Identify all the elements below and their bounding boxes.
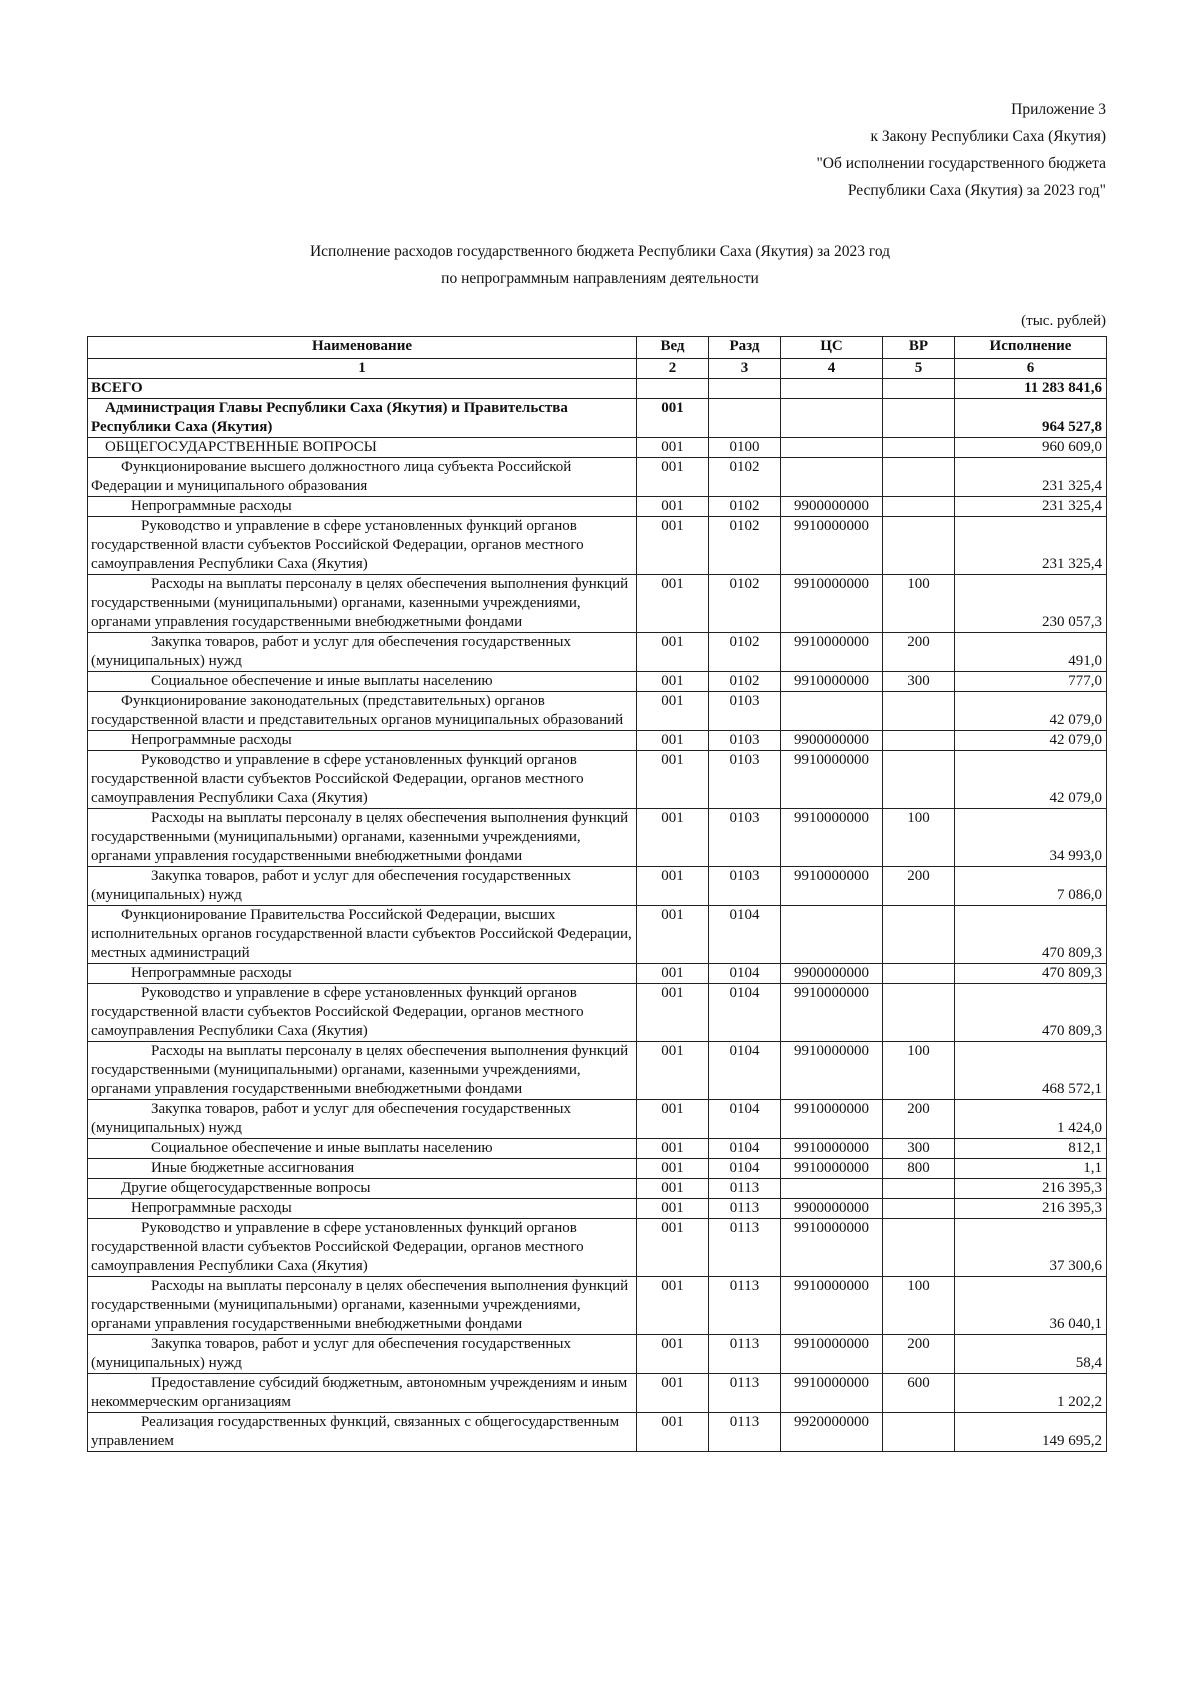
row-name-cell: ВСЕГО: [88, 379, 637, 399]
row-amount-cell: 470 809,3: [955, 984, 1107, 1042]
row-ved-cell: 001: [637, 1413, 709, 1452]
row-razd-cell: 0113: [709, 1219, 781, 1277]
row-name-cell: Руководство и управление в сфере установленных функций органов государственной власти субъектов Российской Федерации, органов местного самоуправления Республики Саха (Якутия): [88, 1219, 637, 1277]
row-vr-cell: [883, 964, 955, 984]
table-row: [88, 438, 1107, 458]
row-amount-cell: 1 424,0: [955, 1100, 1107, 1139]
row-name-cell: Функционирование высшего должностного лица субъекта Российской Федерации и муниципального образования: [88, 458, 637, 497]
row-cs-cell: 9910000000: [781, 1335, 883, 1374]
appendix-line: к Закону Республики Саха (Якутия): [870, 128, 1106, 145]
row-name-cell: Руководство и управление в сфере установленных функций органов государственной власти субъектов Российской Федерации, органов местного самоуправления Республики Саха (Якутия): [88, 984, 637, 1042]
row-name-cell: Расходы на выплаты персоналу в целях обеспечения выполнения функций государственными (муниципальными) органами, казенными учреждениями, органами управления государственными внебюджетными фондами: [88, 1042, 637, 1100]
table-row: [88, 1179, 1107, 1199]
row-name-cell: Социальное обеспечение и иные выплаты населению: [88, 672, 637, 692]
row-name-cell: Другие общегосударственные вопросы: [88, 1179, 637, 1199]
row-vr-cell: 100: [883, 575, 955, 633]
row-amount-cell: 42 079,0: [955, 692, 1107, 731]
row-vr-cell: 300: [883, 672, 955, 692]
table-row: [88, 575, 1107, 633]
row-cs-cell: 9910000000: [781, 633, 883, 672]
row-cs-cell: 9910000000: [781, 809, 883, 867]
row-amount-cell: 231 325,4: [955, 517, 1107, 575]
row-name-cell: Руководство и управление в сфере установленных функций органов государственной власти субъектов Российской Федерации, органов местного самоуправления Республики Саха (Якутия): [88, 751, 637, 809]
table-row: [88, 867, 1107, 906]
row-name-cell: Расходы на выплаты персоналу в целях обеспечения выполнения функций государственными (муниципальными) органами, казенными учреждениями, органами управления государственными внебюджетными фондами: [88, 809, 637, 867]
row-razd-cell: 0113: [709, 1179, 781, 1199]
row-name-cell: Социальное обеспечение и иные выплаты населению: [88, 1139, 637, 1159]
row-razd-cell: 0104: [709, 1159, 781, 1179]
row-vr-cell: [883, 1219, 955, 1277]
row-cs-cell: 9910000000: [781, 1042, 883, 1100]
appendix-line: "Об исполнении государственного бюджета: [816, 155, 1106, 172]
row-cs-cell: 9910000000: [781, 1139, 883, 1159]
row-vr-cell: [883, 1199, 955, 1219]
row-name-cell: Администрация Главы Республики Саха (Якутия) и Правительства Республики Саха (Якутия): [88, 399, 637, 438]
row-cs-cell: [781, 399, 883, 438]
row-amount-cell: 149 695,2: [955, 1413, 1107, 1452]
row-cs-cell: [781, 438, 883, 458]
row-amount-cell: 216 395,3: [955, 1199, 1107, 1219]
row-cs-cell: 9910000000: [781, 1159, 883, 1179]
row-amount-cell: 777,0: [955, 672, 1107, 692]
row-razd-cell: 0113: [709, 1277, 781, 1335]
row-ved-cell: 001: [637, 906, 709, 964]
row-razd-cell: [709, 379, 781, 399]
table-row: [88, 964, 1107, 984]
row-ved-cell: 001: [637, 1277, 709, 1335]
row-ved-cell: 001: [637, 438, 709, 458]
row-name-cell: Закупка товаров, работ и услуг для обеспечения государственных (муниципальных) нужд: [88, 1335, 637, 1374]
row-name-cell: Закупка товаров, работ и услуг для обеспечения государственных (муниципальных) нужд: [88, 867, 637, 906]
table-body: [88, 379, 1107, 1452]
row-vr-cell: [883, 906, 955, 964]
title-line: Исполнение расходов государственного бюджета Республики Саха (Якутия) за 2023 год: [309, 243, 891, 260]
row-name-cell: Реализация государственных функций, связанных с общегосударственным управлением: [88, 1413, 637, 1452]
row-amount-cell: 7 086,0: [955, 867, 1107, 906]
row-vr-cell: [883, 458, 955, 497]
row-amount-cell: 468 572,1: [955, 1042, 1107, 1100]
table-row: [88, 517, 1107, 575]
row-razd-cell: 0104: [709, 964, 781, 984]
row-name-cell: Непрограммные расходы: [88, 497, 637, 517]
table-row: [88, 1139, 1107, 1159]
row-amount-cell: 42 079,0: [955, 731, 1107, 751]
row-cs-cell: 9910000000: [781, 672, 883, 692]
row-vr-cell: [883, 1179, 955, 1199]
row-amount-cell: 960 609,0: [955, 438, 1107, 458]
row-amount-cell: 58,4: [955, 1335, 1107, 1374]
column-number: 4: [781, 359, 883, 379]
column-number: 6: [955, 359, 1107, 379]
column-header-cs: ЦС: [781, 337, 883, 359]
column-number: 1: [88, 359, 637, 379]
row-vr-cell: 800: [883, 1159, 955, 1179]
row-ved-cell: 001: [637, 1219, 709, 1277]
row-ved-cell: 001: [637, 1199, 709, 1219]
row-razd-cell: 0113: [709, 1374, 781, 1413]
row-vr-cell: [883, 751, 955, 809]
document-title: [0, 238, 1200, 292]
row-cs-cell: 9900000000: [781, 731, 883, 751]
row-cs-cell: 9910000000: [781, 517, 883, 575]
row-vr-cell: 200: [883, 633, 955, 672]
column-header-razd: Разд: [709, 337, 781, 359]
row-name-cell: Функционирование Правительства Российской Федерации, высших исполнительных органов государственной власти субъектов Российской Федерации, местных администраций: [88, 906, 637, 964]
row-ved-cell: 001: [637, 984, 709, 1042]
row-vr-cell: 100: [883, 1277, 955, 1335]
column-number: 3: [709, 359, 781, 379]
row-cs-cell: [781, 906, 883, 964]
row-cs-cell: 9910000000: [781, 575, 883, 633]
row-amount-cell: 491,0: [955, 633, 1107, 672]
row-name-cell: Непрограммные расходы: [88, 731, 637, 751]
row-cs-cell: 9910000000: [781, 1277, 883, 1335]
row-razd-cell: 0104: [709, 984, 781, 1042]
row-amount-cell: 812,1: [955, 1139, 1107, 1159]
column-header-execution: Исполнение: [955, 337, 1107, 359]
row-cs-cell: 9900000000: [781, 964, 883, 984]
row-cs-cell: 9900000000: [781, 497, 883, 517]
row-vr-cell: 100: [883, 809, 955, 867]
row-ved-cell: 001: [637, 809, 709, 867]
row-name-cell: Предоставление субсидий бюджетным, автономным учреждениям и иным некоммерческим организациям: [88, 1374, 637, 1413]
row-vr-cell: [883, 517, 955, 575]
row-razd-cell: 0102: [709, 458, 781, 497]
table-row: [88, 1335, 1107, 1374]
table-row: [88, 1277, 1107, 1335]
appendix-line: Республики Саха (Якутия) за 2023 год": [847, 182, 1106, 199]
table-row: [88, 458, 1107, 497]
column-header-vr: ВР: [883, 337, 955, 359]
row-razd-cell: 0103: [709, 731, 781, 751]
row-ved-cell: 001: [637, 517, 709, 575]
row-razd-cell: 0113: [709, 1413, 781, 1452]
row-razd-cell: 0102: [709, 672, 781, 692]
row-cs-cell: 9910000000: [781, 867, 883, 906]
table-row: [88, 1199, 1107, 1219]
row-cs-cell: 9910000000: [781, 984, 883, 1042]
row-ved-cell: [637, 379, 709, 399]
row-ved-cell: 001: [637, 867, 709, 906]
table-row: [88, 1374, 1107, 1413]
row-amount-cell: 216 395,3: [955, 1179, 1107, 1199]
row-name-cell: Закупка товаров, работ и услуг для обеспечения государственных (муниципальных) нужд: [88, 633, 637, 672]
expenditure-table: [87, 336, 1107, 1452]
row-cs-cell: 9920000000: [781, 1413, 883, 1452]
table-row: [88, 906, 1107, 964]
row-vr-cell: [883, 379, 955, 399]
table-row: [88, 399, 1107, 438]
row-name-cell: Расходы на выплаты персоналу в целях обеспечения выполнения функций государственными (муниципальными) органами, казенными учреждениями, органами управления государственными внебюджетными фондами: [88, 1277, 637, 1335]
title-line: по непрограммным направлениям деятельности: [441, 270, 759, 287]
row-amount-cell: 470 809,3: [955, 964, 1107, 984]
appendix-block: [816, 96, 1106, 204]
row-amount-cell: 470 809,3: [955, 906, 1107, 964]
row-name-cell: Непрограммные расходы: [88, 1199, 637, 1219]
row-ved-cell: 001: [637, 633, 709, 672]
row-ved-cell: 001: [637, 1335, 709, 1374]
row-vr-cell: [883, 984, 955, 1042]
row-razd-cell: 0103: [709, 692, 781, 731]
row-amount-cell: 1,1: [955, 1159, 1107, 1179]
row-razd-cell: [709, 399, 781, 438]
row-razd-cell: 0113: [709, 1199, 781, 1219]
row-cs-cell: 9910000000: [781, 1374, 883, 1413]
table-row: [88, 1100, 1107, 1139]
row-ved-cell: 001: [637, 1374, 709, 1413]
row-cs-cell: [781, 379, 883, 399]
row-razd-cell: 0104: [709, 1100, 781, 1139]
row-amount-cell: 42 079,0: [955, 751, 1107, 809]
row-vr-cell: [883, 497, 955, 517]
table-row: [88, 497, 1107, 517]
row-razd-cell: 0102: [709, 575, 781, 633]
row-name-cell: Руководство и управление в сфере установленных функций органов государственной власти субъектов Российской Федерации, органов местного самоуправления Республики Саха (Якутия): [88, 517, 637, 575]
table-row: [88, 1042, 1107, 1100]
table-row: [88, 692, 1107, 731]
table-row: [88, 672, 1107, 692]
row-vr-cell: 200: [883, 1100, 955, 1139]
row-ved-cell: 001: [637, 1100, 709, 1139]
row-name-cell: Расходы на выплаты персоналу в целях обеспечения выполнения функций государственными (муниципальными) органами, казенными учреждениями, органами управления государственными внебюджетными фондами: [88, 575, 637, 633]
row-amount-cell: 231 325,4: [955, 497, 1107, 517]
row-razd-cell: 0102: [709, 517, 781, 575]
row-amount-cell: 34 993,0: [955, 809, 1107, 867]
row-cs-cell: 9900000000: [781, 1199, 883, 1219]
table-row: [88, 731, 1107, 751]
row-cs-cell: [781, 692, 883, 731]
row-ved-cell: 001: [637, 575, 709, 633]
row-razd-cell: 0103: [709, 809, 781, 867]
row-amount-cell: 37 300,6: [955, 1219, 1107, 1277]
row-amount-cell: 11 283 841,6: [955, 379, 1107, 399]
row-cs-cell: [781, 1179, 883, 1199]
row-razd-cell: 0102: [709, 497, 781, 517]
table-row: [88, 379, 1107, 399]
row-vr-cell: 200: [883, 867, 955, 906]
table-row: [88, 984, 1107, 1042]
row-ved-cell: 001: [637, 458, 709, 497]
table-header-row: [88, 337, 1107, 359]
row-vr-cell: 100: [883, 1042, 955, 1100]
column-header-name: Наименование: [88, 337, 637, 359]
row-cs-cell: 9910000000: [781, 751, 883, 809]
row-ved-cell: 001: [637, 672, 709, 692]
row-amount-cell: 1 202,2: [955, 1374, 1107, 1413]
row-razd-cell: 0102: [709, 633, 781, 672]
row-name-cell: ОБЩЕГОСУДАРСТВЕННЫЕ ВОПРОСЫ: [88, 438, 637, 458]
row-razd-cell: 0103: [709, 867, 781, 906]
row-razd-cell: 0100: [709, 438, 781, 458]
row-ved-cell: 001: [637, 1139, 709, 1159]
appendix-line: Приложение 3: [1011, 101, 1106, 118]
row-ved-cell: 001: [637, 497, 709, 517]
row-ved-cell: 001: [637, 692, 709, 731]
row-vr-cell: [883, 731, 955, 751]
row-ved-cell: 001: [637, 1042, 709, 1100]
row-name-cell: Иные бюджетные ассигнования: [88, 1159, 637, 1179]
row-vr-cell: [883, 692, 955, 731]
row-razd-cell: 0103: [709, 751, 781, 809]
row-amount-cell: 964 527,8: [955, 399, 1107, 438]
row-name-cell: Непрограммные расходы: [88, 964, 637, 984]
row-cs-cell: [781, 458, 883, 497]
row-cs-cell: 9910000000: [781, 1100, 883, 1139]
row-ved-cell: 001: [637, 964, 709, 984]
row-amount-cell: 36 040,1: [955, 1277, 1107, 1335]
table-row: [88, 633, 1107, 672]
row-vr-cell: 300: [883, 1139, 955, 1159]
row-vr-cell: 200: [883, 1335, 955, 1374]
column-number: 2: [637, 359, 709, 379]
table-row: [88, 1159, 1107, 1179]
row-amount-cell: 231 325,4: [955, 458, 1107, 497]
row-ved-cell: 001: [637, 1159, 709, 1179]
table-row: [88, 1413, 1107, 1452]
row-cs-cell: 9910000000: [781, 1219, 883, 1277]
units-label: (тыс. рублей): [1021, 313, 1106, 329]
row-razd-cell: 0104: [709, 1139, 781, 1159]
row-ved-cell: 001: [637, 731, 709, 751]
row-vr-cell: [883, 438, 955, 458]
row-vr-cell: 600: [883, 1374, 955, 1413]
column-number-row: [88, 359, 1107, 379]
table-row: [88, 1219, 1107, 1277]
column-header-ved: Вед: [637, 337, 709, 359]
row-razd-cell: 0113: [709, 1335, 781, 1374]
row-amount-cell: 230 057,3: [955, 575, 1107, 633]
table-row: [88, 751, 1107, 809]
row-ved-cell: 001: [637, 751, 709, 809]
row-ved-cell: 001: [637, 399, 709, 438]
row-razd-cell: 0104: [709, 906, 781, 964]
column-number: 5: [883, 359, 955, 379]
row-razd-cell: 0104: [709, 1042, 781, 1100]
row-ved-cell: 001: [637, 1179, 709, 1199]
row-vr-cell: [883, 399, 955, 438]
table-row: [88, 809, 1107, 867]
row-name-cell: Закупка товаров, работ и услуг для обеспечения государственных (муниципальных) нужд: [88, 1100, 637, 1139]
row-vr-cell: [883, 1413, 955, 1452]
row-name-cell: Функционирование законодательных (представительных) органов государственной власти и представительных органов муниципальных образований: [88, 692, 637, 731]
